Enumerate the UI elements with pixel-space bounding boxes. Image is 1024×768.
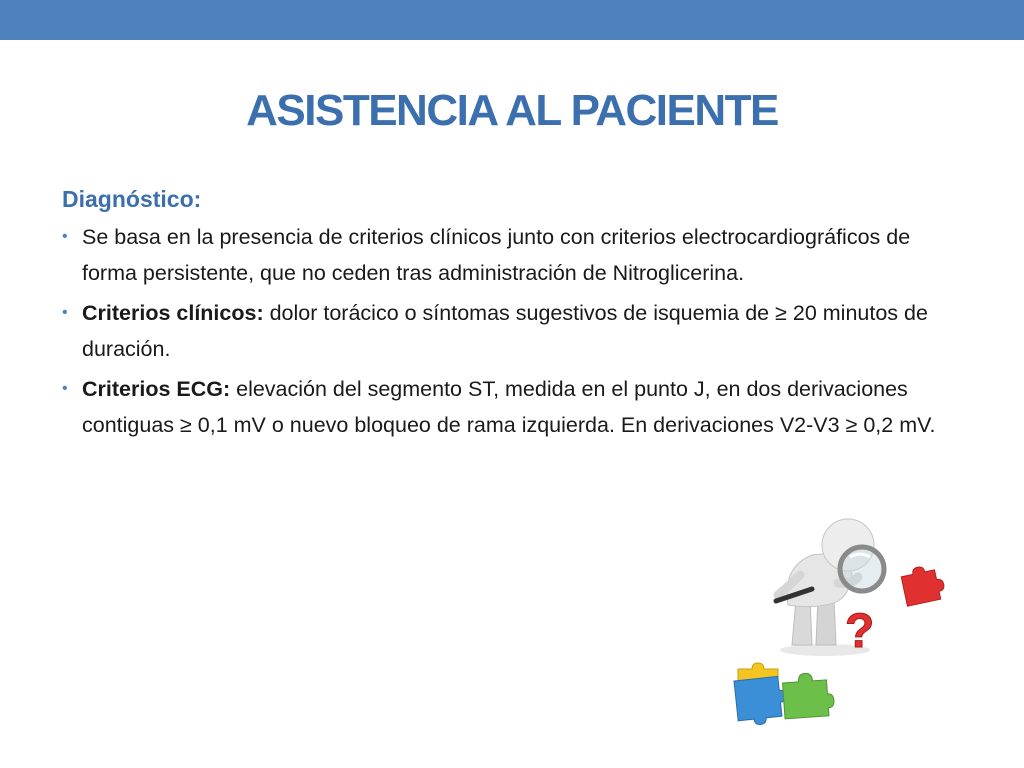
bullet-item (62, 295, 962, 367)
bullet-bold-lead: Criterios ECG: (82, 377, 231, 401)
bullet-item (62, 371, 962, 443)
green-puzzle-piece-icon (782, 672, 835, 719)
blue-puzzle-piece-icon (734, 676, 789, 727)
bullet-text: elevación del segmento ST, medida en el punto J, en dos derivaciones contiguas ≥ 0,1 mV o nuevo bloqueo de rama izquierda. En derivaciones V2-V3 ≥ 0,2 mV. (82, 377, 936, 437)
slide-title: ASISTENCIA AL PACIENTE (246, 86, 778, 135)
bullet-item (62, 219, 962, 291)
red-puzzle-piece-icon (900, 563, 947, 607)
investigator-puzzle-illustration (730, 505, 960, 735)
bullet-dot-icon: • (62, 380, 68, 397)
bullet-dot-icon: • (62, 228, 68, 245)
top-accent-bar (0, 0, 1024, 40)
bullet-text: Se basa en la presencia de criterios clínicos junto con criterios electrocardiográficos de forma persistente, que no ceden tras administración de Nitroglicerina. (82, 225, 911, 285)
bullet-dot-icon: • (62, 304, 68, 321)
slide-body (62, 186, 962, 447)
section-subtitle: Diagnóstico: (62, 186, 202, 212)
bullet-list (62, 219, 962, 443)
bullet-bold-lead: Criterios clínicos: (82, 301, 264, 325)
question-mark-icon: ? (845, 605, 875, 658)
bullet-text: dolor torácico o síntomas sugestivos de isquemia de ≥ 20 minutos de duración. (82, 301, 928, 361)
